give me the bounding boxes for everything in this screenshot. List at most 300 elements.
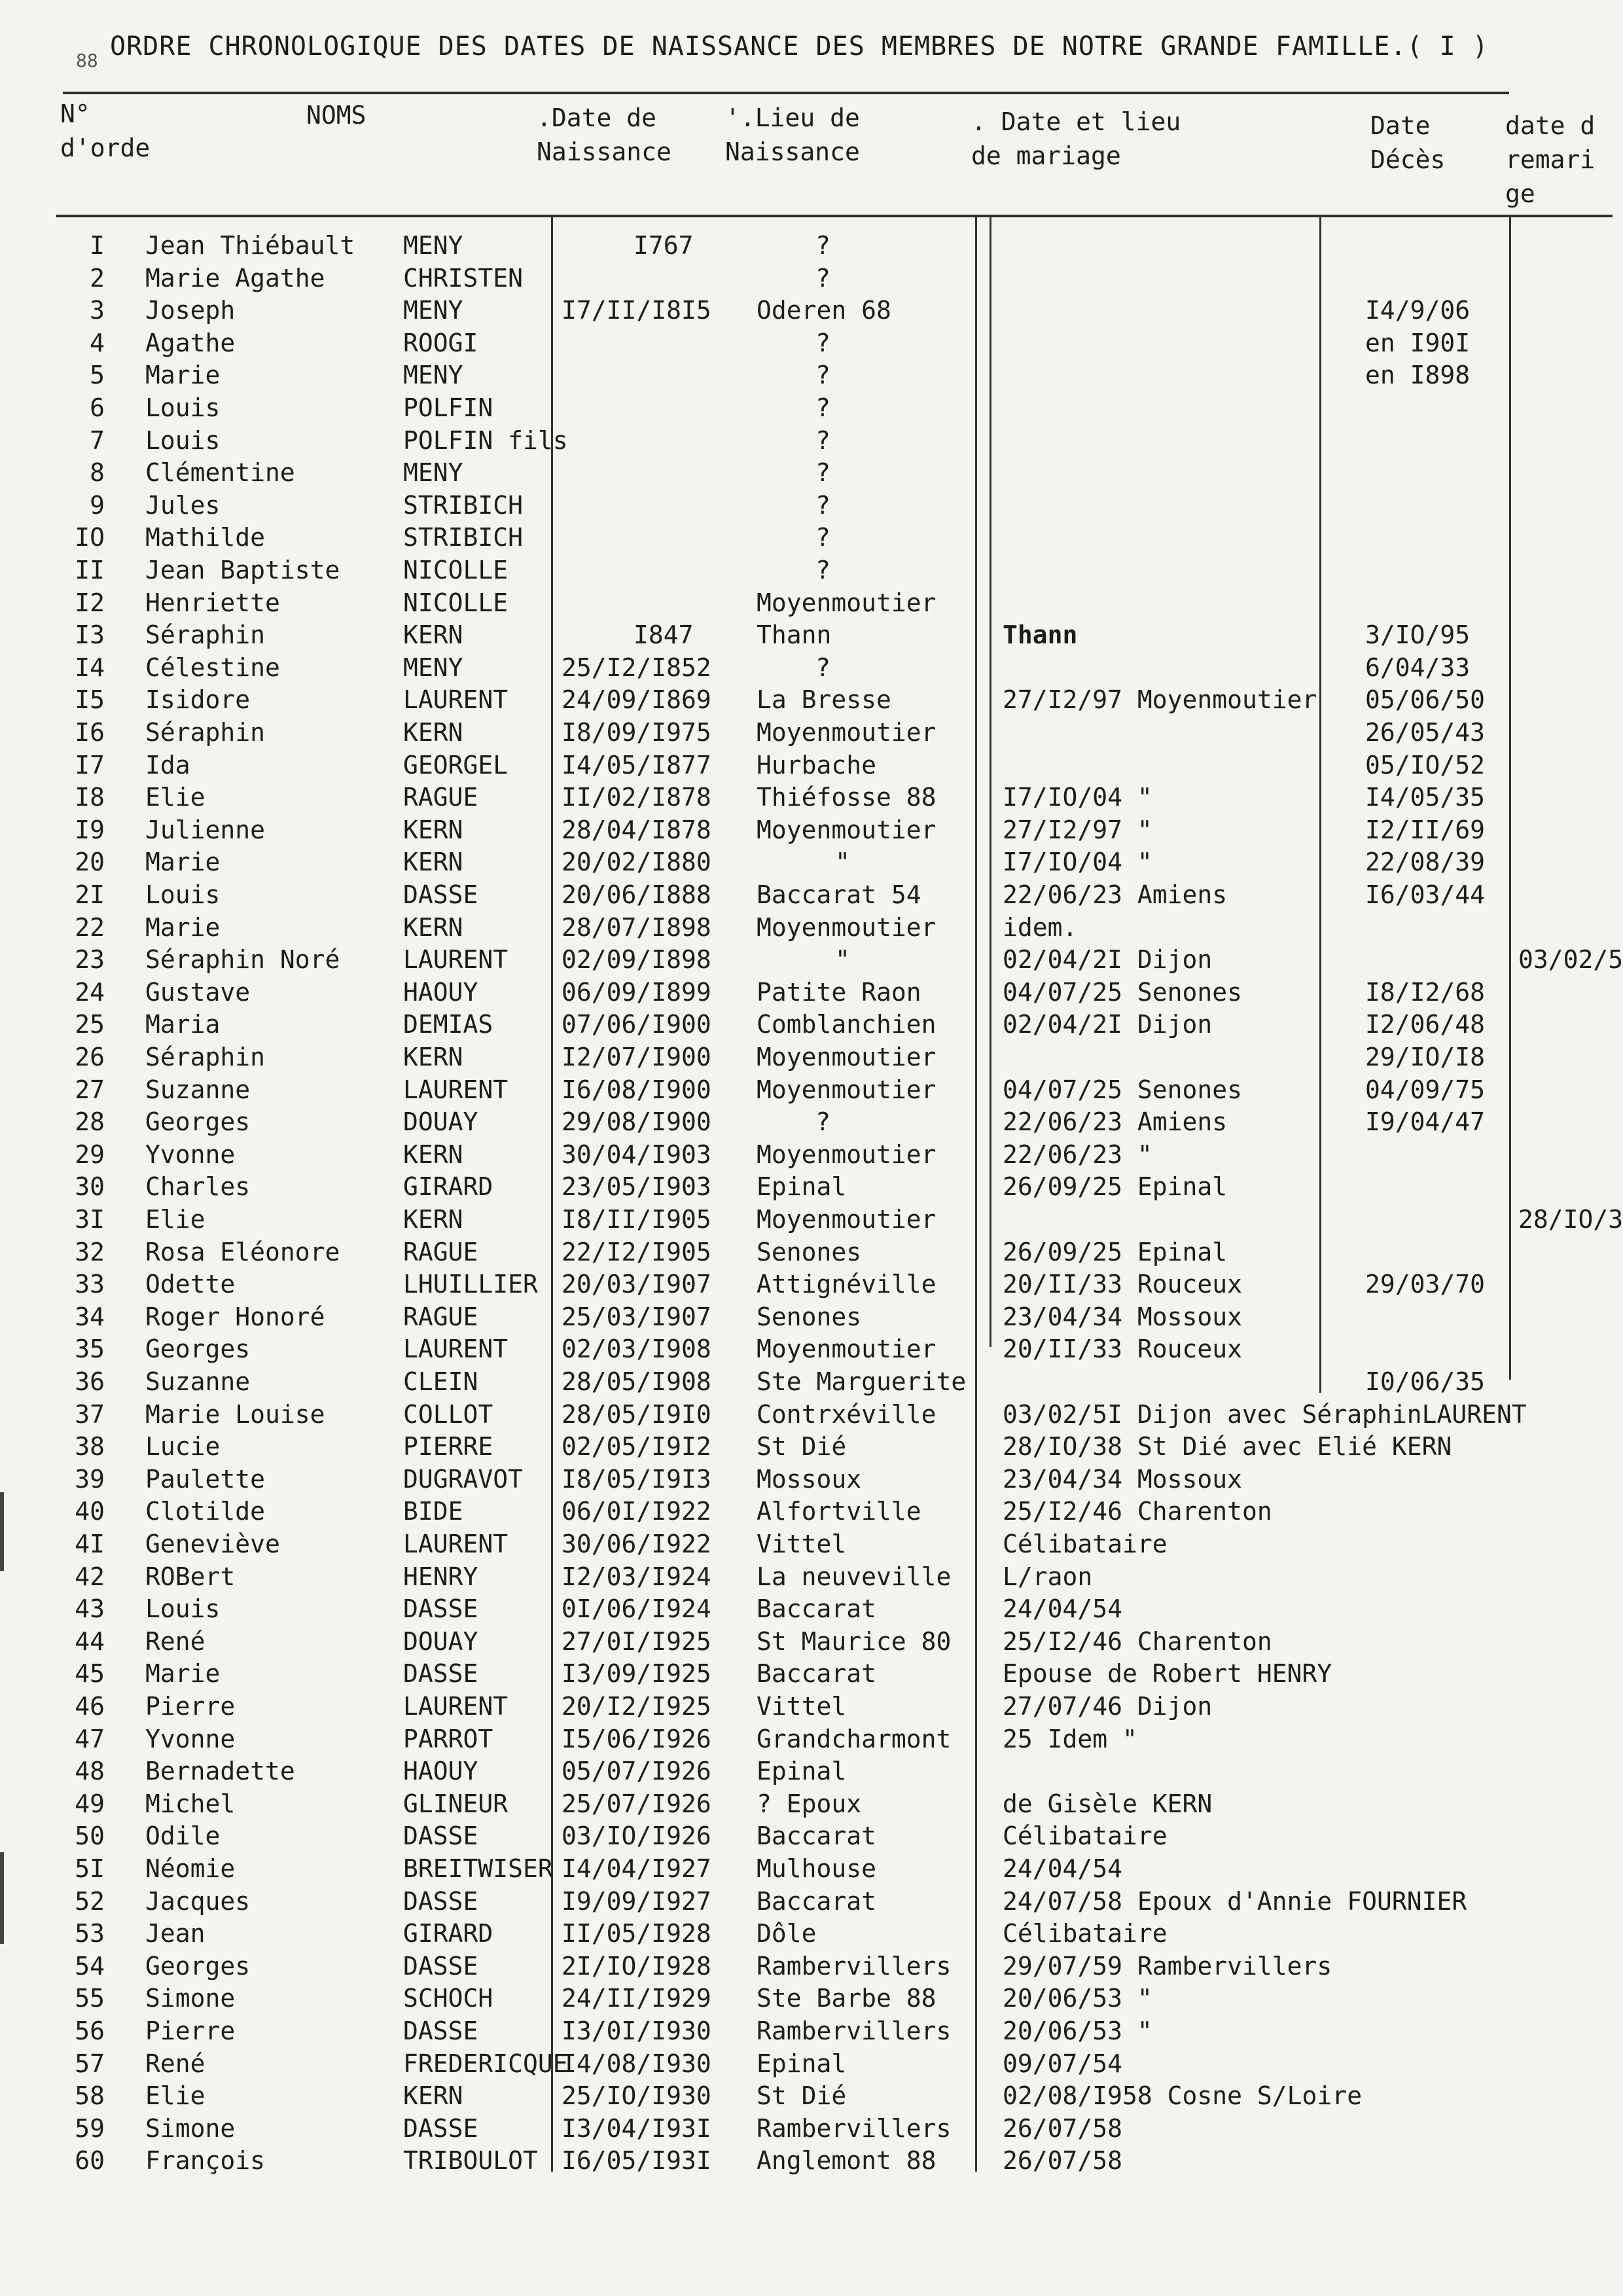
row-birth-place: Rambervillers [757, 2113, 952, 2143]
row-first-name: Pierre [145, 1692, 236, 1721]
row-last-name: DASSE [403, 1951, 478, 1981]
row-last-name: HAOUY [403, 977, 478, 1007]
row-marriage: 23/04/34 Mossoux [1003, 1302, 1243, 1331]
row-death-date: 22/08/39 [1365, 848, 1486, 877]
row-birth-date: 20/02/I880 [562, 848, 711, 877]
table-row [0, 1592, 1613, 1625]
row-death-date: I6/03/44 [1365, 880, 1486, 909]
row-birth-place: Moyenmoutier [757, 1043, 936, 1071]
table-row [0, 2079, 1613, 2112]
row-birth-date: I9/09/I927 [562, 1886, 711, 1916]
table-row [0, 814, 1613, 846]
row-birth-date: 05/07/I926 [562, 1757, 711, 1786]
row-first-name: Julienne [145, 815, 266, 844]
row-first-name: Jean Thiébault [145, 231, 355, 260]
row-first-name: Clotilde [145, 1497, 266, 1526]
header-lieu-naissance: '.Lieu de Naissance [725, 103, 860, 166]
row-number: 47 [75, 1724, 105, 1753]
row-birth-place: Mulhouse [757, 1854, 877, 1883]
row-first-name: Séraphin [145, 620, 266, 650]
row-marriage: 04/07/25 Senones [1003, 977, 1243, 1007]
row-birth-place: Patite Raon [757, 977, 921, 1007]
row-number: 4I [75, 1530, 105, 1558]
row-number: 7 [90, 425, 105, 455]
table-row [0, 1203, 1623, 1236]
row-number: 3 [90, 296, 105, 325]
row-last-name: CLEIN [403, 1367, 478, 1396]
row-last-name: BREITWISER [403, 1854, 553, 1883]
row-last-name: DEMIAS [403, 1010, 493, 1039]
row-marriage: 22/06/23 Amiens [1003, 880, 1228, 909]
row-birth-place: Moyenmoutier [757, 815, 936, 844]
row-number: I8 [75, 783, 105, 812]
row-birth-date: I8/05/I9I3 [562, 1464, 711, 1494]
row-first-name: Marie Louise [145, 1399, 325, 1429]
row-birth-date: 27/0I/I925 [562, 1626, 711, 1656]
row-number: 45 [75, 1659, 105, 1689]
row-last-name: GLINEUR [403, 1789, 508, 1818]
table-row [0, 262, 1613, 295]
row-birth-place: " [835, 945, 850, 975]
row-birth-place: Hurbache [757, 750, 877, 780]
table-row [0, 1430, 1613, 1463]
row-last-name: STRIBICH [403, 490, 524, 520]
table-row [0, 2015, 1613, 2047]
row-marriage: 27/I2/97 " [1003, 815, 1152, 844]
row-birth-place: ? [815, 556, 830, 584]
row-birth-date: 23/05/I903 [562, 1172, 711, 1202]
row-marriage: Célibataire [1003, 1919, 1168, 1948]
row-number: 5I [75, 1854, 105, 1883]
row-birth-place: ? [815, 523, 830, 552]
row-birth-date: I6/05/I93I [562, 2146, 711, 2176]
row-birth-place: Moyenmoutier [757, 1075, 936, 1104]
row-first-name: Elie [145, 1205, 205, 1234]
row-marriage: 23/04/34 Mossoux [1003, 1464, 1243, 1494]
row-birth-place: Rambervillers [757, 1951, 952, 1981]
row-last-name: MENY [403, 458, 463, 488]
table-row [0, 1073, 1613, 1106]
row-birth-place: ? [815, 653, 830, 682]
row-birth-date: I4/04/I927 [562, 1854, 711, 1883]
header-remariage: date d remari ge [1505, 111, 1596, 208]
row-first-name: Yvonne [145, 1724, 236, 1753]
row-last-name: DASSE [403, 1594, 478, 1624]
row-first-name: Gustave [145, 977, 251, 1007]
row-birth-place: Contrxéville [757, 1399, 936, 1429]
row-marriage: 22/06/23 Amiens [1003, 1107, 1228, 1137]
row-birth-place: Moyenmoutier [757, 1139, 936, 1169]
row-first-name: Charles [145, 1172, 251, 1202]
table-row [0, 1398, 1613, 1431]
row-birth-place: Epinal [757, 2049, 847, 2078]
row-first-name: François [145, 2146, 266, 2176]
table-row [0, 456, 1613, 489]
table-row [0, 749, 1613, 781]
row-birth-place: Senones [757, 1237, 862, 1266]
row-number: I9 [75, 815, 105, 844]
row-first-name: Mathilde [145, 523, 266, 552]
row-birth-place: Attignéville [757, 1270, 936, 1299]
row-marriage: Epouse de Robert HENRY [1003, 1659, 1332, 1689]
row-last-name: LAURENT [403, 945, 508, 975]
row-number: 4 [90, 328, 105, 357]
row-last-name: DASSE [403, 1821, 478, 1851]
row-first-name: Marie [145, 848, 221, 877]
row-birth-place: ? [815, 490, 830, 520]
row-marriage: 27/I2/97 Moyenmoutier [1003, 685, 1317, 715]
row-birth-date: 24/II/I929 [562, 1984, 711, 2013]
row-last-name: POLFIN [403, 393, 493, 422]
row-birth-place: Oderen 68 [757, 296, 891, 325]
table-row [0, 1268, 1613, 1300]
row-last-name: GIRARD [403, 1919, 493, 1948]
row-birth-place: Baccarat [757, 1594, 877, 1624]
row-marriage: Célibataire [1003, 1821, 1168, 1851]
row-number: 58 [75, 2081, 105, 2111]
row-number: 36 [75, 1367, 105, 1396]
row-birth-place: Dôle [757, 1919, 817, 1948]
row-birth-date: 28/05/I908 [562, 1367, 711, 1396]
row-last-name: MENY [403, 653, 463, 682]
row-first-name: Isidore [145, 685, 251, 715]
table-row [0, 489, 1613, 522]
row-number: 39 [75, 1464, 105, 1494]
table-row [0, 1755, 1613, 1787]
table-row [0, 229, 1613, 262]
row-marriage: 02/04/2I Dijon [1003, 945, 1213, 975]
row-marriage: 02/08/I958 Cosne S/Loire [1003, 2081, 1363, 2111]
table-row [0, 619, 1613, 651]
table-row [0, 878, 1613, 911]
row-number: 5 [90, 361, 105, 390]
row-birth-place: Rambervillers [757, 2017, 952, 2045]
row-birth-date: 20/I2/I925 [562, 1692, 711, 1721]
row-first-name: Odette [145, 1270, 236, 1299]
row-last-name: SCHOCH [403, 1984, 493, 2013]
row-birth-place: Baccarat [757, 1821, 877, 1851]
row-birth-date: I3/04/I93I [562, 2113, 711, 2143]
row-death-date: I2/06/48 [1365, 1010, 1486, 1039]
row-birth-date: I8/II/I905 [562, 1205, 711, 1234]
row-first-name: Henriette [145, 588, 280, 617]
row-birth-place: St Dié [757, 2081, 847, 2111]
row-birth-date: 24/09/I869 [562, 685, 711, 715]
header-deces: Date Décès [1370, 111, 1446, 174]
row-birth-place: Anglemont 88 [757, 2146, 936, 2176]
row-birth-place: Vittel [757, 1692, 847, 1721]
header-rule [56, 215, 1613, 217]
row-birth-date: 03/IO/I926 [562, 1821, 711, 1851]
row-birth-date: I2/07/I900 [562, 1043, 711, 1071]
row-last-name: COLLOT [403, 1399, 493, 1429]
row-birth-place: ? Epoux [757, 1789, 862, 1818]
row-death-date: I4/05/35 [1365, 783, 1486, 812]
header-num: N° d'orde [60, 99, 151, 162]
row-last-name: LAURENT [403, 1335, 508, 1364]
row-number: 6 [90, 393, 105, 422]
row-last-name: KERN [403, 815, 463, 844]
row-last-name: LAURENT [403, 1075, 508, 1104]
row-last-name: NICOLLE [403, 556, 508, 584]
row-marriage: 29/07/59 Rambervillers [1003, 1951, 1332, 1981]
row-first-name: Maria [145, 1010, 221, 1039]
row-marriage: 03/02/5I Dijon avec SéraphinLAURENT [1003, 1399, 1527, 1429]
row-last-name: LAURENT [403, 1530, 508, 1558]
row-birth-place: " [835, 848, 850, 877]
row-last-name: DOUAY [403, 1107, 478, 1137]
row-birth-date: I3/0I/I930 [562, 2017, 711, 2045]
row-last-name: LAURENT [403, 685, 508, 715]
row-first-name: Elie [145, 783, 205, 812]
row-number: 42 [75, 1562, 105, 1591]
row-birth-place: Thann [757, 620, 832, 650]
row-death-date: 6/04/33 [1365, 653, 1471, 682]
header-mariage: . Date et lieu de mariage [971, 107, 1181, 170]
row-birth-place: Grandcharmont [757, 1724, 952, 1753]
row-number: I2 [75, 588, 105, 617]
row-last-name: KERN [403, 2081, 463, 2111]
row-birth-date: 25/07/I926 [562, 1789, 711, 1818]
row-birth-place: ? [815, 361, 830, 390]
row-first-name: René [145, 2049, 205, 2078]
row-birth-date: II/05/I928 [562, 1919, 711, 1948]
row-last-name: DASSE [403, 1659, 478, 1689]
row-birth-place: Alfortville [757, 1497, 921, 1526]
row-death-date: en I90I [1365, 328, 1471, 357]
row-first-name: Simone [145, 2113, 236, 2143]
row-birth-place: ? [815, 263, 830, 293]
row-marriage: 24/04/54 [1003, 1594, 1123, 1624]
row-birth-place: St Maurice 80 [757, 1626, 952, 1656]
table-row [0, 1982, 1613, 2015]
row-marriage: 26/07/58 [1003, 2146, 1123, 2176]
row-birth-place: Senones [757, 1302, 862, 1331]
table-row [0, 1495, 1613, 1528]
table-row [0, 2112, 1613, 2145]
row-marriage: Thann [1003, 620, 1078, 650]
row-number: I5 [75, 685, 105, 715]
row-birth-place: ? [815, 458, 830, 488]
row-birth-place: Baccarat [757, 1659, 877, 1689]
row-number: 56 [75, 2017, 105, 2045]
row-death-date: I9/04/47 [1365, 1107, 1486, 1137]
row-death-date: I0/06/35 [1365, 1367, 1486, 1396]
row-number: 9 [90, 490, 105, 520]
row-birth-place: Epinal [757, 1172, 847, 1202]
table-row [0, 1917, 1613, 1950]
row-death-date: I4/9/06 [1365, 296, 1471, 325]
row-first-name: Suzanne [145, 1075, 251, 1104]
row-birth-date: 30/04/I903 [562, 1139, 711, 1169]
row-first-name: Georges [145, 1335, 251, 1364]
row-marriage: idem. [1003, 912, 1078, 942]
row-marriage: 26/07/58 [1003, 2113, 1123, 2143]
row-marriage: de Gisèle KERN [1003, 1789, 1213, 1818]
row-last-name: KERN [403, 718, 463, 747]
row-birth-place: ? [815, 393, 830, 422]
row-marriage: 24/04/54 [1003, 1854, 1123, 1883]
table-row [0, 2144, 1613, 2177]
row-first-name: Séraphin Noré [145, 945, 340, 975]
row-birth-date: I847 [633, 620, 694, 650]
row-first-name: Suzanne [145, 1367, 251, 1396]
row-first-name: Ida [145, 750, 190, 780]
row-last-name: PIERRE [403, 1432, 493, 1462]
row-last-name: POLFIN fils [403, 425, 568, 455]
row-birth-place: St Dié [757, 1432, 847, 1462]
row-first-name: René [145, 1626, 205, 1656]
row-last-name: DASSE [403, 880, 478, 909]
row-first-name: Jean [145, 1919, 205, 1948]
table-row [0, 424, 1613, 457]
row-first-name: Elie [145, 2081, 205, 2111]
row-number: 54 [75, 1951, 105, 1981]
row-death-date: 26/05/43 [1365, 718, 1486, 747]
row-first-name: Jean Baptiste [145, 556, 340, 584]
row-last-name: GEORGEL [403, 750, 508, 780]
row-number: 55 [75, 1984, 105, 2013]
row-number: I7 [75, 750, 105, 780]
row-first-name: Paulette [145, 1464, 266, 1494]
row-birth-date: 25/I2/I852 [562, 653, 711, 682]
row-number: 35 [75, 1335, 105, 1364]
row-birth-place: Moyenmoutier [757, 1205, 936, 1234]
row-last-name: LAURENT [403, 1692, 508, 1721]
row-first-name: Néomie [145, 1854, 236, 1883]
table-row [0, 1105, 1613, 1138]
row-last-name: ROOGI [403, 328, 478, 357]
row-first-name: Célestine [145, 653, 280, 682]
row-number: 37 [75, 1399, 105, 1429]
row-birth-place: Ste Barbe 88 [757, 1984, 936, 2013]
row-marriage: 22/06/23 " [1003, 1139, 1152, 1169]
table-row [0, 1333, 1613, 1365]
row-last-name: MENY [403, 296, 463, 325]
row-first-name: Georges [145, 1951, 251, 1981]
row-first-name: Yvonne [145, 1139, 236, 1169]
row-first-name: ROBert [145, 1562, 236, 1591]
row-marriage: 20/II/33 Rouceux [1003, 1270, 1243, 1299]
row-birth-date: 2I/IO/I928 [562, 1951, 711, 1981]
row-birth-place: Epinal [757, 1757, 847, 1786]
row-last-name: DUGRAVOT [403, 1464, 524, 1494]
row-number: 8 [90, 458, 105, 488]
row-death-date: 29/IO/I8 [1365, 1043, 1486, 1071]
table-row [0, 1690, 1613, 1723]
table-row [0, 1787, 1613, 1820]
row-birth-date: I7/II/I8I5 [562, 296, 711, 325]
row-first-name: Simone [145, 1984, 236, 2013]
row-marriage: L/raon [1003, 1562, 1093, 1591]
row-first-name: Roger Honoré [145, 1302, 325, 1331]
row-marriage: 26/09/25 Epinal [1003, 1237, 1228, 1266]
row-last-name: DASSE [403, 2113, 478, 2143]
row-first-name: Louis [145, 393, 221, 422]
row-marriage: 09/07/54 [1003, 2049, 1123, 2078]
row-last-name: KERN [403, 1139, 463, 1169]
page-title: ORDRE CHRONOLOGIQUE DES DATES DE NAISSANCE DES MEMBRES DE NOTRE GRANDE FAMILLE.( I ) [110, 31, 1489, 62]
row-marriage: I7/IO/04 " [1003, 783, 1152, 812]
row-birth-date: I767 [633, 231, 694, 260]
row-birth-place: ? [815, 328, 830, 357]
row-death-date: 05/IO/52 [1365, 750, 1486, 780]
row-birth-place: Moyenmoutier [757, 588, 936, 617]
table-row [0, 1138, 1613, 1171]
table-row [0, 1170, 1613, 1203]
row-marriage: 25/I2/46 Charenton [1003, 1497, 1272, 1526]
row-birth-place: La neuveville [757, 1562, 952, 1591]
row-last-name: NICOLLE [403, 588, 508, 617]
title-underline [63, 92, 1509, 94]
row-last-name: RAGUE [403, 1302, 478, 1331]
row-number: I3 [75, 620, 105, 650]
row-birth-date: I5/06/I926 [562, 1724, 711, 1753]
row-birth-date: 28/04/I878 [562, 815, 711, 844]
row-birth-date: 30/06/I922 [562, 1530, 711, 1558]
row-last-name: STRIBICH [403, 523, 524, 552]
row-last-name: MENY [403, 231, 463, 260]
row-last-name: DASSE [403, 1886, 478, 1916]
header-noms: NOMS [306, 101, 366, 130]
row-birth-date: I4/08/I930 [562, 2049, 711, 2078]
row-marriage: 28/IO/38 St Dié avec Elié KERN [1003, 1432, 1452, 1462]
table-row [0, 1236, 1613, 1268]
row-number: 2I [75, 880, 105, 909]
table-row [0, 294, 1613, 327]
row-last-name: HENRY [403, 1562, 478, 1591]
row-birth-date: 02/03/I908 [562, 1335, 711, 1364]
row-marriage: 26/09/25 Epinal [1003, 1172, 1228, 1202]
table-row [0, 1625, 1613, 1658]
row-number: 46 [75, 1692, 105, 1721]
row-first-name: Séraphin [145, 718, 266, 747]
row-number: 20 [75, 848, 105, 877]
row-death-date: 3/IO/95 [1365, 620, 1471, 650]
table-row [0, 1560, 1613, 1593]
row-last-name: BIDE [403, 1497, 463, 1526]
row-birth-date: II/02/I878 [562, 783, 711, 812]
table-row [0, 1463, 1613, 1496]
row-first-name: Jacques [145, 1886, 251, 1916]
table-row [0, 1657, 1613, 1690]
row-marriage: 25 Idem " [1003, 1724, 1137, 1753]
row-first-name: Clémentine [145, 458, 295, 488]
row-birth-place: Vittel [757, 1530, 847, 1558]
row-first-name: Odile [145, 1821, 221, 1851]
row-last-name: PARROT [403, 1724, 493, 1753]
row-number: 32 [75, 1237, 105, 1266]
row-marriage: 20/06/53 " [1003, 1984, 1152, 2013]
row-first-name: Bernadette [145, 1757, 295, 1786]
row-number: 48 [75, 1757, 105, 1786]
row-death-date: I8/I2/68 [1365, 977, 1486, 1007]
row-last-name: KERN [403, 912, 463, 942]
table-row [0, 554, 1613, 586]
row-birth-place: ? [815, 425, 830, 455]
row-birth-date: 0I/06/I924 [562, 1594, 711, 1624]
row-first-name: Geneviève [145, 1530, 280, 1558]
row-first-name: Jules [145, 490, 221, 520]
row-birth-date: 28/05/I9I0 [562, 1399, 711, 1429]
row-last-name: DOUAY [403, 1626, 478, 1656]
table-row [0, 976, 1613, 1009]
table-row [0, 1950, 1613, 1982]
row-first-name: Marie Agathe [145, 263, 325, 293]
row-number: 34 [75, 1302, 105, 1331]
row-number: II [75, 556, 105, 584]
row-last-name: TRIBOULOT [403, 2146, 538, 2176]
